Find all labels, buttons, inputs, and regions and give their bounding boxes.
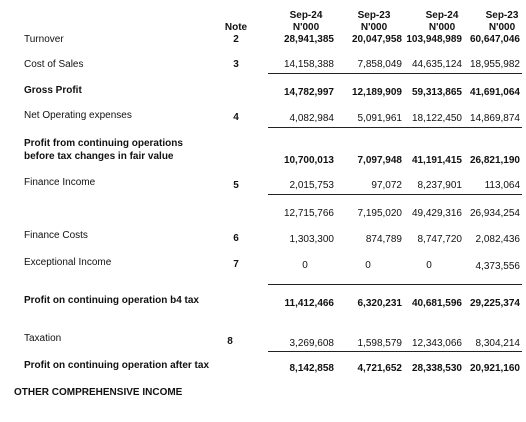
row-value: 3,269,608: [289, 338, 334, 349]
row-value: 12,343,066: [411, 338, 462, 349]
row-label-turnover: Turnover: [24, 34, 64, 45]
row-value: 59,313,865: [411, 87, 462, 98]
row-label-profit-continuing-ops: Profit from continuing operations: [24, 138, 183, 149]
row-value: 26,934,254: [469, 208, 520, 219]
row-label-exceptional-income: Exceptional Income: [24, 257, 112, 268]
unit-header-2: N'000: [360, 22, 388, 33]
unit-header-3: N'000: [428, 22, 456, 33]
row-note-finance-income: 5: [233, 180, 239, 191]
row-value: 0: [302, 260, 308, 271]
row-value: 1,303,300: [289, 234, 334, 245]
row-value: 2,015,753: [289, 180, 334, 191]
row-value: 103,948,989: [406, 34, 462, 45]
unit-header-1: N'000: [292, 22, 320, 33]
period-header-1: Sep-24: [289, 10, 323, 21]
row-value: 60,647,046: [469, 34, 520, 45]
row-note-taxation: 8: [227, 336, 233, 347]
row-value: 874,789: [365, 234, 402, 245]
row-label-profit-continuing-ops-line2: before tax changes in fair value: [24, 151, 174, 162]
row-value: 7,195,020: [357, 208, 402, 219]
row-value: 41,691,064: [469, 87, 520, 98]
row-note-exceptional-income: 7: [233, 259, 239, 270]
row-value: 12,715,766: [283, 208, 334, 219]
row-value: 5,091,961: [357, 113, 402, 124]
row-value: 20,047,958: [351, 34, 402, 45]
subtotal-rule: [268, 73, 522, 74]
subtotal-rule: [268, 194, 522, 195]
row-value: 8,304,214: [475, 338, 520, 349]
subtotal-rule: [268, 284, 522, 285]
row-value: 6,320,231: [357, 298, 402, 309]
row-value: 41,191,415: [411, 155, 462, 166]
row-label-gross-profit: Gross Profit: [24, 85, 82, 96]
row-value: 4,082,984: [289, 113, 334, 124]
row-value: 44,635,124: [411, 59, 462, 70]
period-header-3: Sep-24: [425, 10, 459, 21]
row-value: 28,338,530: [411, 363, 462, 374]
row-label-profit-after-tax: Profit on continuing operation after tax: [24, 360, 209, 371]
row-label-net-operating-expenses: Net Operating expenses: [24, 110, 132, 121]
subtotal-rule: [268, 351, 522, 352]
row-value: 7,097,948: [357, 155, 402, 166]
row-value: 1,598,579: [357, 338, 402, 349]
period-header-4: Sep-23: [485, 10, 519, 21]
row-label-cost-of-sales: Cost of Sales: [24, 59, 84, 70]
row-value: 18,122,450: [411, 113, 462, 124]
row-note-turnover: 2: [233, 34, 239, 45]
row-note-net-operating-expenses: 4: [233, 112, 239, 123]
row-value: 2,082,436: [475, 234, 520, 245]
section-title-other-comprehensive-income: OTHER COMPREHENSIVE INCOME: [14, 387, 183, 398]
row-value: 29,225,374: [469, 298, 520, 309]
row-value: 28,941,385: [283, 34, 334, 45]
row-value: 4,373,556: [475, 261, 520, 272]
row-value: 49,429,316: [411, 208, 462, 219]
row-label-finance-costs: Finance Costs: [24, 230, 88, 241]
row-value: 14,869,874: [469, 113, 520, 124]
row-note-finance-costs: 6: [233, 233, 239, 244]
row-value: 97,072: [371, 180, 402, 191]
row-value: 12,189,909: [351, 87, 402, 98]
row-value: 0: [426, 260, 432, 271]
row-value: 8,747,720: [417, 234, 462, 245]
row-value: 0: [365, 260, 371, 271]
row-value: 18,955,982: [469, 59, 520, 70]
row-value: 8,142,858: [289, 363, 334, 374]
row-value: 7,858,049: [357, 59, 402, 70]
row-value: 14,782,997: [283, 87, 334, 98]
note-column-header: Note: [224, 22, 248, 33]
row-label-taxation: Taxation: [24, 333, 62, 344]
row-value: 20,921,160: [469, 363, 520, 374]
row-label-profit-before-tax: Profit on continuing operation b4 tax: [24, 295, 199, 306]
row-value: 40,681,596: [411, 298, 462, 309]
row-value: 14,158,388: [283, 59, 334, 70]
row-label-finance-income: Finance Income: [24, 177, 96, 188]
row-value: 26,821,190: [469, 155, 520, 166]
row-value: 8,237,901: [417, 180, 462, 191]
subtotal-rule: [268, 127, 522, 128]
row-value: 113,064: [484, 180, 520, 191]
row-note-cost-of-sales: 3: [233, 59, 239, 70]
row-value: 11,412,466: [284, 298, 334, 309]
period-header-2: Sep-23: [357, 10, 391, 21]
row-value: 10,700,013: [283, 155, 334, 166]
row-value: 4,721,652: [357, 363, 402, 374]
unit-header-4: N'000: [488, 22, 516, 33]
